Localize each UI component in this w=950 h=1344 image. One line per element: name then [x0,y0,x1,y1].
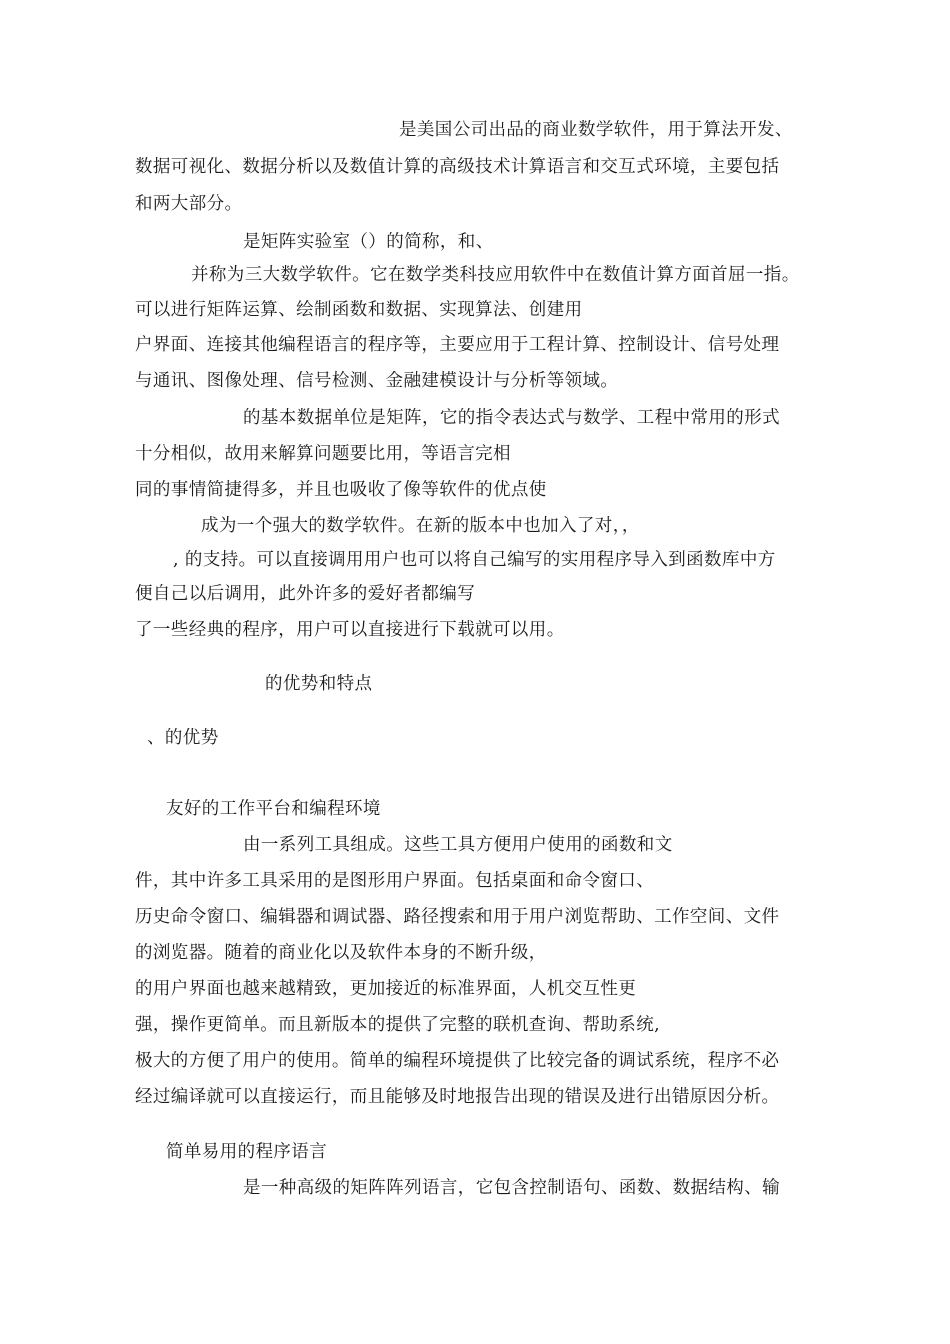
text-line: 是美国公司出品的商业数学软件，用于算法开发、 [399,120,793,140]
text-line: 同的事情简捷得多，并且也吸收了像等软件的优点使 [135,480,547,500]
text-line: 便自己以后调用，此外许多的爱好者都编写 [135,584,476,604]
text-line: 的用户界面也越来越精致，更加接近的标准界面，人机交互性更 [135,979,637,999]
text-line: 十分相似，故用来解算问题要比用，等语言完相 [135,444,511,464]
text-line: 是矩阵实验室（）的简称，和、 [243,232,494,252]
text-line: 经过编译就可以直接运行，而且能够及时地报告出现的错误及进行出错原因分析。 [135,1087,780,1107]
text-line: 可以进行矩阵运算、绘制函数和数据、实现算法、创建用 [135,300,583,320]
text-line: 的基本数据单位是矩阵，它的指令表达式与数学、工程中常用的形式 [243,408,780,428]
text-line: 与通讯、图像处理、信号检测、金融建模设计与分析等领域。 [135,371,619,391]
text-line: 和两大部分。 [135,194,243,214]
text-line: 户界面、连接其他编程语言的程序等，主要应用于工程计算、控制设计、信号处理 [135,335,780,355]
subsection-heading: 简单易用的程序语言 [166,1142,328,1162]
text-line: 数据可视化、数据分析以及数值计算的高级技术计算语言和交互式环境，主要包括 [135,157,780,177]
section-heading: 的优势和特点 [265,674,373,694]
text-line: 极大的方便了用户的使用。简单的编程环境提供了比较完备的调试系统，程序不必 [135,1051,780,1071]
text-line: 历史命令窗口、编辑器和调试器、路径搜索和用于用户浏览帮助、工作空间、文件 [135,907,780,927]
text-line: 件，其中许多工具采用的是图形用户界面。包括桌面和命令窗口、 [135,871,655,891]
text-line: 的浏览器。随着的商业化以及软件本身的不断升级， [135,943,547,963]
text-line: 由一系列工具组成。这些工具方便用户使用的函数和文 [243,835,673,855]
text-line: 并称为三大数学软件。它在数学类科技应用软件中在数值计算方面首屈一指。 [191,265,800,285]
text-line: 了一些经典的程序，用户可以直接进行下载就可以用。 [135,620,565,640]
subsection-heading: 、的优势 [147,728,219,748]
text-line: 强，操作更简单。而且新版本的提供了完整的联机查询、帮助系统, [135,1015,661,1035]
text-line: , 的支持。可以直接调用用户也可以将自己编写的实用程序导入到函数库中方 [173,550,776,570]
text-line: 成为一个强大的数学软件。在新的版本中也加入了对，， [201,516,640,536]
subsection-heading: 友好的工作平台和编程环境 [166,799,381,819]
text-line: 是一种高级的矩阵阵列语言，它包含控制语句、函数、数据结构、输 [243,1178,780,1198]
